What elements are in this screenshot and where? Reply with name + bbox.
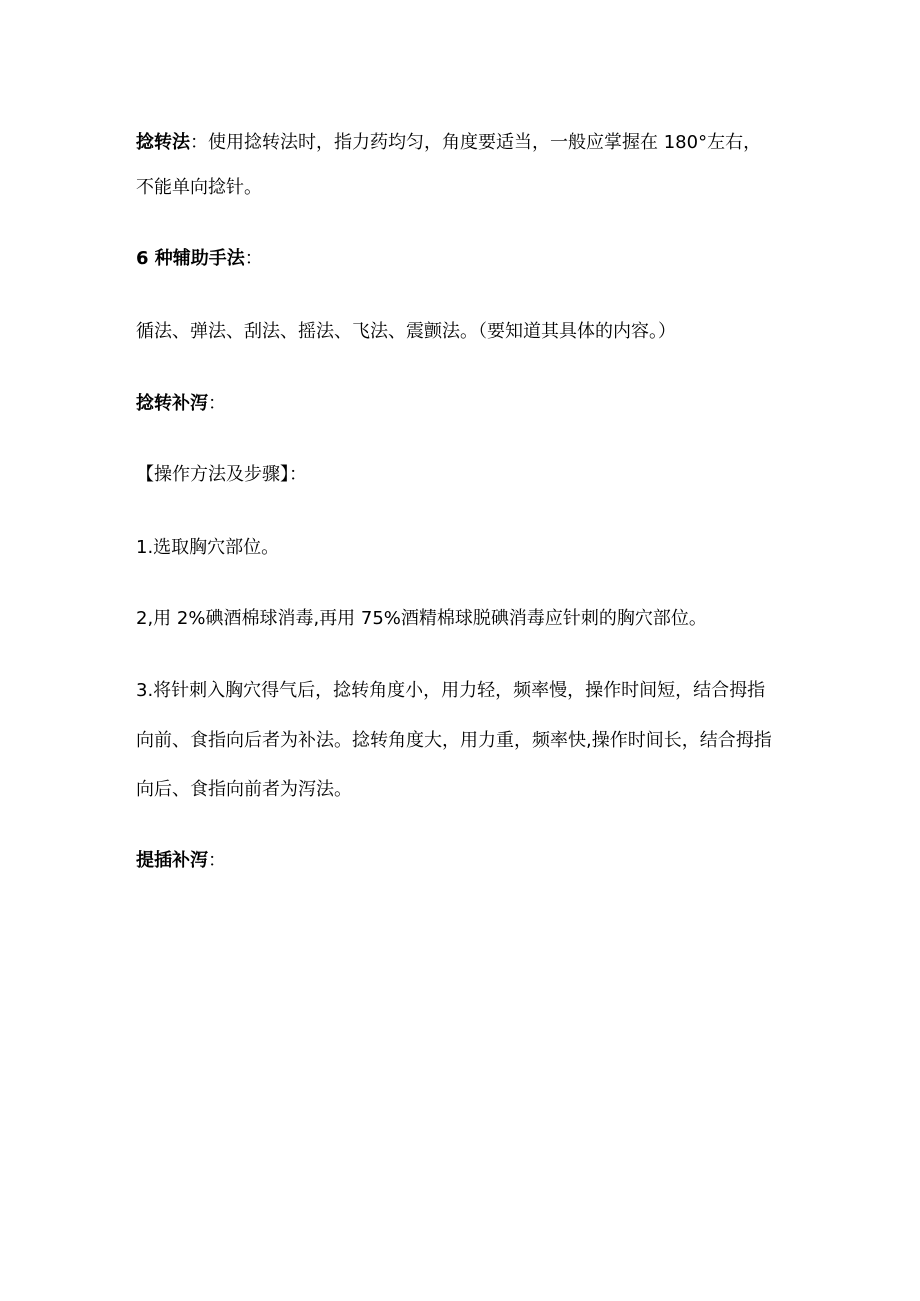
step-3-line-1: 3.将针刺入胸穴得气后，捻转角度小，用力轻，频率慢，操作时间短，结合拇指 [136, 680, 766, 701]
step-3-line-3: 向后、食指向前者为泻法。 [136, 779, 352, 800]
lift-thrust-reinforce-reduce-colon: ： [208, 850, 226, 871]
step-2: 2,用 2%碘酒棉球消毒,再用 75%酒精棉球脱碘消毒应针刺的胸穴部位。 [136, 608, 707, 629]
operation-steps-heading: 【操作方法及步骤】： [136, 464, 307, 485]
step-1: 1.选取胸穴部位。 [136, 537, 280, 558]
auxiliary-methods-colon: ： [244, 248, 263, 269]
auxiliary-methods-heading: 6 种辅助手法 [136, 248, 245, 269]
auxiliary-methods-list: 循法、弹法、刮法、摇法、飞法、震颤法。（要知道其具体的内容。） [136, 321, 676, 342]
auxiliary-methods-heading-line [136, 247, 796, 271]
twirling-method-text: ：使用捻转法时，指力药均匀，角度要适当，一般应掌握在 180°左右， [190, 132, 762, 153]
paragraph-twirling-method-line-2: 不能单向捻针。 [136, 177, 262, 198]
paragraph-twirling-method-line-1 [136, 131, 796, 155]
step-3-line-2: 向前、食指向后者为补法。捻转角度大，用力重，频率快,操作时间长，结合拇指 [136, 730, 772, 751]
lift-thrust-reinforce-reduce-heading-line [136, 849, 796, 873]
twirling-method-heading: 捻转法 [136, 132, 190, 153]
lift-thrust-reinforce-reduce-heading: 提插补泻 [136, 850, 208, 871]
twirling-reinforce-reduce-colon: ： [208, 393, 226, 414]
twirling-reinforce-reduce-heading-line [136, 392, 796, 416]
twirling-reinforce-reduce-heading: 捻转补泻 [136, 393, 208, 414]
